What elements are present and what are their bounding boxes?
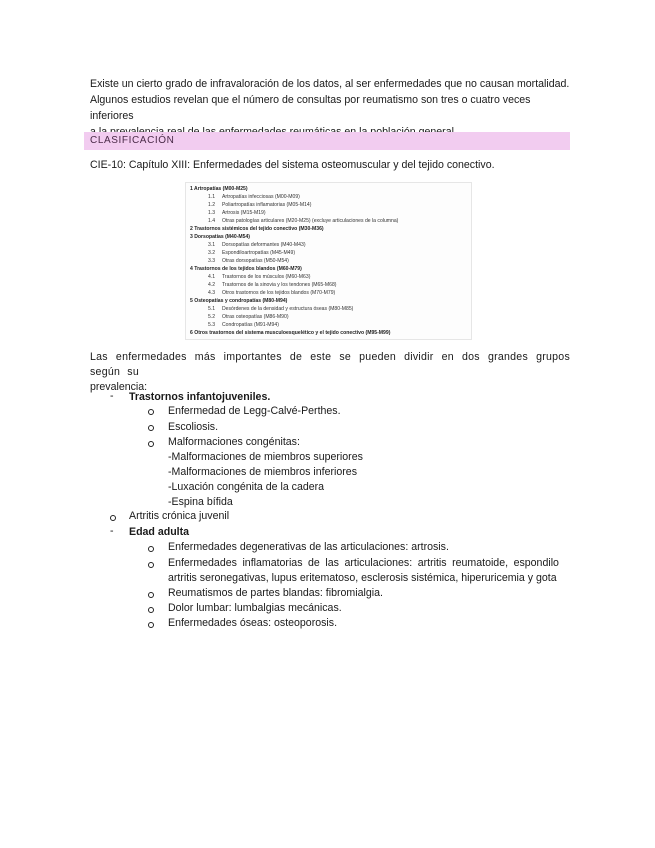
section-title: CLASIFICACIÓN [90, 135, 175, 146]
figure-sub-line [208, 194, 300, 200]
figure-line-number: 1.4 [208, 218, 216, 224]
figure-sub-line [208, 250, 295, 256]
figure-sub-line [208, 306, 353, 312]
list-item: Dolor lumbar: lumbalgias mecánicas. [168, 602, 342, 614]
circle-bullet-icon [148, 546, 154, 552]
figure-heading-line [190, 186, 248, 192]
figure-sub-line [208, 314, 289, 320]
figure-line-number: 4.1 [208, 274, 216, 280]
group-title: Edad adulta [129, 526, 190, 538]
figure-line-text: Otras dorsopatías (M50-M54) [222, 258, 289, 264]
figure-line-number: 3.3 [208, 258, 216, 264]
figure-line-number: 5.2 [208, 314, 216, 320]
groups-paragraph [90, 350, 570, 395]
figure-line-number: 1.3 [208, 210, 216, 216]
figure-line-number: 3.2 [208, 250, 216, 256]
figure-line-text: 1 Artropatías (M00-M25) [190, 186, 248, 192]
list-item: Enfermedades óseas: osteoporosis. [168, 617, 338, 629]
figure-line-text: 5 Osteopatías y condropatías (M80-M94) [190, 298, 288, 304]
figure-line-number: 5.3 [208, 322, 216, 328]
intro-paragraph [90, 76, 570, 140]
figure-line-text: Poliartropatías inflamatorias (M05-M14) [222, 202, 312, 208]
figure-line-text: Condropatías (M91-M94) [222, 322, 279, 328]
figure-heading-line [190, 330, 390, 336]
figure-line-text: Dorsopatías deformantes (M40-M43) [222, 242, 306, 248]
figure-line-text: Otras patologías articulares (M20-M25) (excluye articulaciones de la columna) [222, 218, 399, 224]
figure-sub-line [208, 274, 310, 280]
intro-line: Existe un cierto grado de infravaloración de los datos, al ser enfermedades que no causan mortalidad. [90, 78, 570, 90]
circle-bullet-icon [148, 441, 154, 447]
figure-sub-line [208, 258, 289, 264]
figure-sub-line [208, 282, 336, 288]
figure-line-text: Trastornos de la sinovia y los tendones (M65-M68) [222, 282, 337, 288]
figure-sub-line [208, 322, 279, 328]
list-item: Enfermedades degenerativas de las articulaciones: artrosis. [168, 541, 449, 553]
list-item: Artritis crónica juvenil [129, 510, 230, 522]
circle-bullet-icon [148, 592, 154, 598]
list-item: Enfermedad de Legg-Calvé-Perthes. [168, 405, 341, 417]
figure-line-number: 4.2 [208, 282, 216, 288]
figure-line-number: 1.2 [208, 202, 216, 208]
circle-bullet-icon [148, 607, 154, 613]
figure-heading-line [190, 298, 287, 304]
dash-bullet: - [110, 525, 114, 537]
figure-sub-line [208, 218, 398, 224]
figure-line-text: Otras osteopatías (M86-M90) [222, 314, 289, 320]
list-item: Malformaciones congénitas: [168, 436, 300, 448]
figure-heading-line [190, 234, 250, 240]
section-heading-bar [84, 132, 570, 150]
list-item: Enfermedades inflamatorias de las articulaciones: artritis reumatoide, espondilo [168, 557, 559, 569]
figure-line-number: 5.1 [208, 306, 216, 312]
figure-line-text: Espondiloartropatías (M45-M49) [222, 250, 296, 256]
circle-bullet-icon [110, 515, 116, 521]
circle-bullet-icon [148, 409, 154, 415]
sub-list-item: -Luxación congénita de la cadera [168, 481, 325, 493]
classification-figure [185, 182, 472, 340]
figure-line-text: Desórdenes de la densidad y estructura óseas (M80-M85) [222, 306, 354, 312]
figure-line-text: Artropatías infecciosas (M00-M09) [222, 194, 300, 200]
figure-line-text: 6 Otros trastornos del sistema musculoesquelético y el tejido conectivo (M95-M99) [190, 330, 391, 336]
circle-bullet-icon [148, 425, 154, 431]
figure-heading-line [190, 226, 324, 232]
figure-line-text: 4 Trastornos de los tejidos blandos (M60-M79) [190, 266, 302, 272]
figure-sub-line [208, 290, 335, 296]
group-title: Trastornos infantojuveniles. [129, 391, 271, 403]
sub-list-item: -Espina bífida [168, 496, 233, 508]
figure-line-text: 3 Dorsopatías (M40-M54) [190, 234, 251, 240]
sub-list-item: -Malformaciones de miembros inferiores [168, 466, 357, 478]
paragraph-line: Las enfermedades más importantes de este se pueden dividir en dos grandes grupos según su [90, 351, 570, 378]
figure-sub-line [208, 202, 311, 208]
figure-line-text: 2 Trastornos sistémicos del tejido conectivo (M30-M36) [190, 226, 324, 232]
figure-line-number: 4.3 [208, 290, 216, 296]
figure-sub-line [208, 242, 306, 248]
list-item-continuation: artritis seronegativas, lupus eritematoso, esclerosis sistémica, hiperuricemia y gota [168, 572, 557, 584]
figure-line-number: 3.1 [208, 242, 216, 248]
figure-line-text: Artrosis (M15-M19) [222, 210, 266, 216]
list-item: Reumatismos de partes blandas: fibromialgia. [168, 587, 383, 599]
figure-sub-line [208, 210, 266, 216]
cie-line: CIE-10: Capítulo XIII: Enfermedades del sistema osteomuscular y del tejido conectivo. [90, 159, 495, 171]
sub-list-item: -Malformaciones de miembros superiores [168, 451, 363, 463]
paragraph-line: prevalencia: [90, 381, 148, 393]
figure-line-text: Trastornos de los músculos (M60-M63) [222, 274, 311, 280]
circle-bullet-icon [148, 562, 154, 568]
intro-line: Algunos estudios revelan que el número de consultas por reumatismo son tres o cuatro veces inferiores [90, 94, 531, 122]
figure-line-number: 1.1 [208, 194, 216, 200]
circle-bullet-icon [148, 622, 154, 628]
figure-line-text: Otros trastornos de los tejidos blandos (M70-M79) [222, 290, 336, 296]
dash-bullet: - [110, 390, 114, 402]
figure-heading-line [190, 266, 302, 272]
list-item: Escoliosis. [168, 421, 219, 433]
